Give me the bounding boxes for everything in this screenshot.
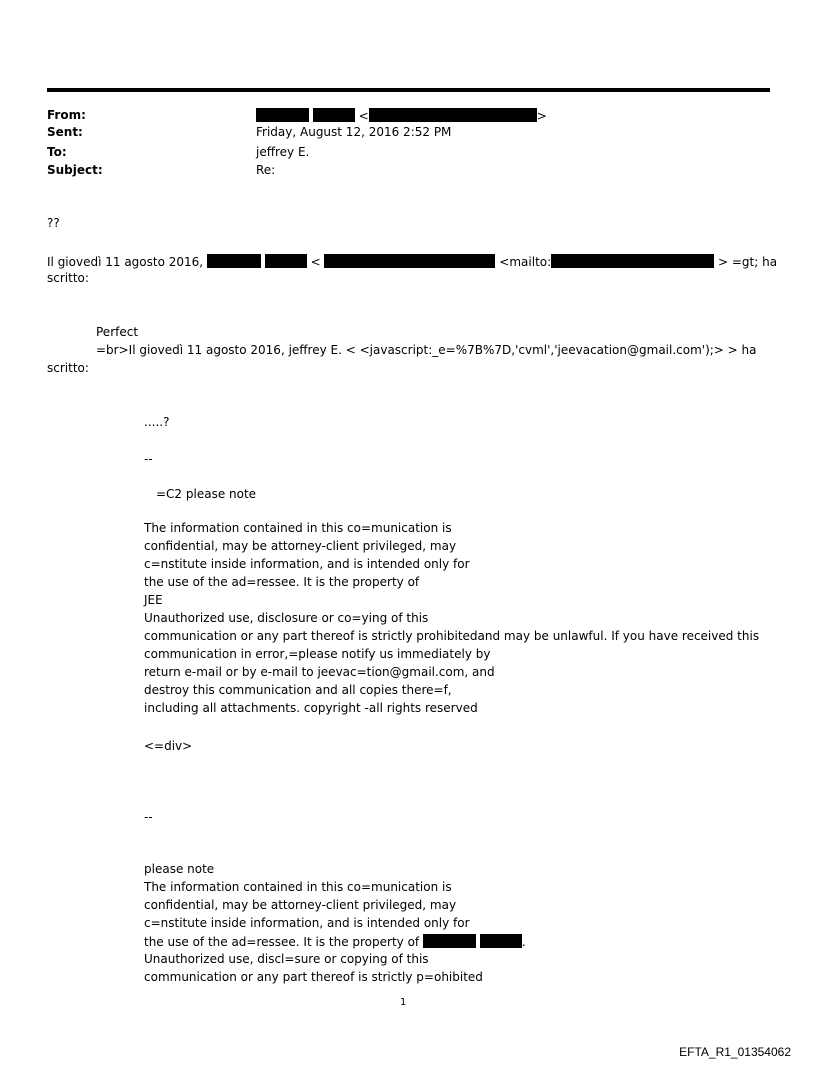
quote2-continuation: scritto:: [47, 361, 89, 375]
disclaimer-line: The information contained in this co=munication is: [144, 880, 452, 894]
disclaimer-line: communication in error,=please notify us immediately by: [144, 647, 491, 661]
dots-line: .....?: [144, 415, 170, 429]
disclaimer-line: return e-mail or by e-mail to jeevac=tion@gmail.com, and: [144, 665, 495, 679]
disclaimer-line: Unauthorized use, discl=sure or copying of this: [144, 952, 429, 966]
redaction-block: [423, 934, 476, 948]
separator-dashes: --: [144, 810, 153, 824]
from-lt: <: [358, 109, 369, 123]
redaction-block: [480, 934, 522, 948]
quote1-lt: <: [310, 255, 321, 269]
please-note: please note: [144, 862, 215, 876]
redaction-block: [313, 108, 355, 122]
disclaimer-line: c=nstitute inside information, and is intended only for: [144, 557, 470, 571]
c2-please-note: =C2 please note: [156, 487, 257, 501]
quote1-prefix: Il giovedì 11 agosto 2016,: [47, 255, 204, 269]
bates-number: EFTA_R1_01354062: [679, 1045, 791, 1059]
disclaimer-line: destroy this communication and all copies there=f,: [144, 683, 452, 697]
subject-label: Subject:: [47, 163, 103, 177]
quote1-mailto: <mailto:: [499, 255, 552, 269]
quote1-continuation: scritto:: [47, 271, 89, 285]
perfect-text: Perfect: [96, 325, 139, 339]
redaction-block: [551, 254, 714, 268]
from-gt: >: [536, 109, 547, 123]
disclaimer-line: The information contained in this co=munication is: [144, 521, 452, 535]
redaction-block: [324, 254, 495, 268]
from-label: From:: [47, 108, 86, 122]
disclaimer-line: confidential, may be attorney-client privileged, may: [144, 898, 457, 912]
redaction-block: [265, 254, 307, 268]
div-tag-line: <=div>: [144, 739, 193, 753]
quote1-suffix: > =gt; ha: [717, 255, 778, 269]
quote2-line: =br>Il giovedì 11 agosto 2016, jeffrey E. < <javascript:_e=%7B%7D,'cvml','jeevacation@gmail.com');> > ha: [96, 343, 757, 357]
quote1-line: [47, 254, 777, 270]
redaction-block: [256, 108, 309, 122]
property-text: the use of the ad=ressee. It is the property of: [144, 935, 420, 949]
disclaimer-line: [144, 934, 526, 950]
subject-value: Re:: [256, 163, 276, 177]
header-rule: [47, 88, 770, 92]
property-period: .: [521, 935, 526, 949]
sent-value: Friday, August 12, 2016 2:52 PM: [256, 125, 452, 139]
disclaimer-line: communication or any part thereof is strictly prohibitedand may be unlawful. If you have received this: [144, 629, 760, 643]
separator-dashes: --: [144, 452, 153, 466]
disclaimer-line: Unauthorized use, disclosure or co=ying of this: [144, 611, 429, 625]
redaction-block: [369, 108, 537, 122]
sent-label: Sent:: [47, 125, 83, 139]
redaction-block: [207, 254, 261, 268]
body-question-marks: ??: [47, 216, 60, 230]
to-value: jeffrey E.: [256, 145, 310, 159]
disclaimer-line: the use of the ad=ressee. It is the property of: [144, 575, 420, 589]
from-value: [256, 108, 547, 124]
disclaimer-line: communication or any part thereof is strictly p=ohibited: [144, 970, 483, 984]
disclaimer-line: c=nstitute inside information, and is intended only for: [144, 916, 470, 930]
disclaimer-line: JEE: [144, 593, 163, 607]
page-number: 1: [400, 997, 407, 1008]
disclaimer-line: confidential, may be attorney-client privileged, may: [144, 539, 457, 553]
to-label: To:: [47, 145, 67, 159]
disclaimer-line: including all attachments. copyright -all rights reserved: [144, 701, 478, 715]
